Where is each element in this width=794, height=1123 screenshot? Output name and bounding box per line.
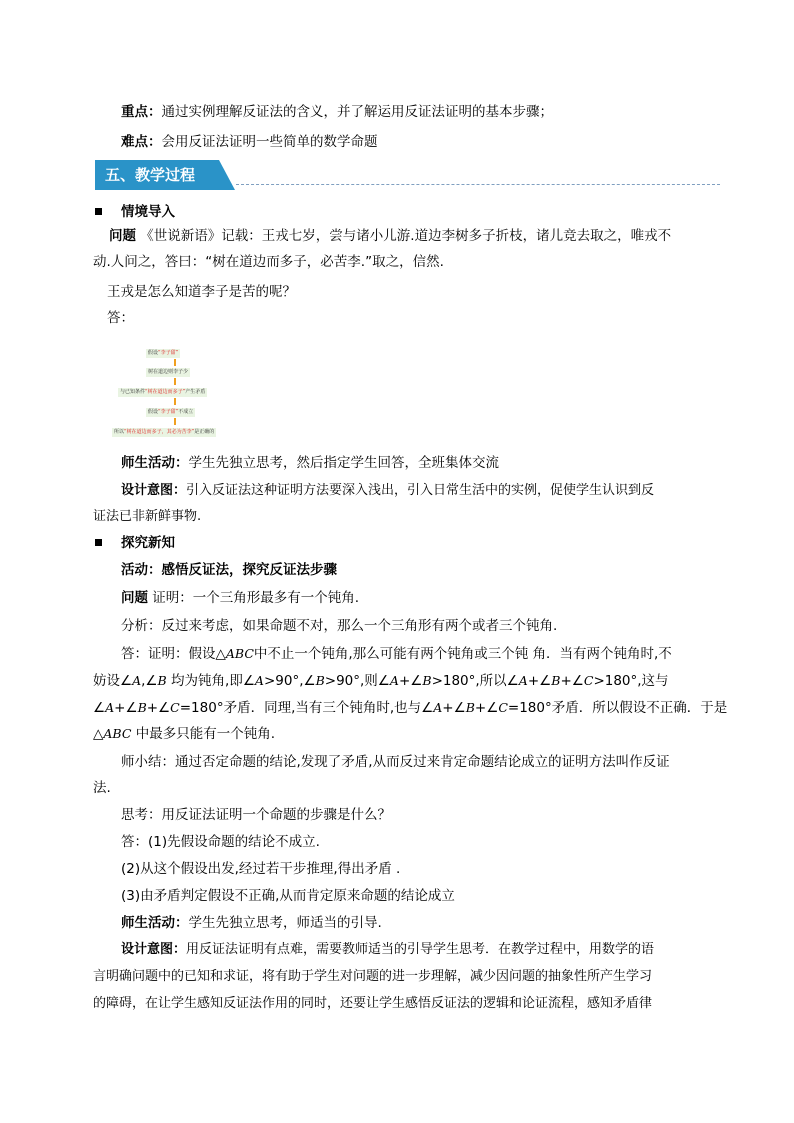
proof-text: =180°矛盾．同理,当有三个钝角时,也与∠ [179, 700, 434, 716]
scene-question-line2: 动.人问之，答曰：“树在道边而多子，必苦李.”取之，信然. [93, 254, 444, 270]
flow-step-5 [112, 428, 216, 437]
proof-text: 答：证明：假设△ [121, 646, 226, 662]
summary-line2: 法. [93, 780, 111, 796]
design2-label: 设计意图： [121, 942, 187, 957]
proof-text: ,∠ [141, 673, 158, 689]
proof-var: A [433, 700, 443, 715]
proof-text: +∠ [398, 673, 423, 689]
proof-text: 中不止一个钝角,那么可能有两个钝角或三个钝 角．当有两个钝角时,不 [253, 646, 672, 662]
scene-answer-label: 答： [107, 310, 134, 326]
flow-arrow [174, 378, 176, 385]
bullet-square-icon [95, 208, 102, 215]
proof-text: +∠ [442, 700, 466, 716]
focus-text: 通过实例理解反证法的含义，并了解运用反证法证明的基本步骤； [161, 104, 553, 120]
proof-line4 [93, 725, 275, 743]
proof-text: +∠ [560, 673, 584, 689]
flow-step-2: 树在道边则李子少 [148, 369, 189, 375]
flow-arrow [174, 398, 176, 405]
bullet-square-icon [95, 539, 102, 546]
scene-question-label: 问题 [109, 228, 136, 244]
proof-line2 [93, 672, 669, 690]
proof-text: >90°,则∠ [324, 673, 390, 689]
flow-step-4 [146, 408, 195, 417]
proof-var: B [422, 673, 432, 688]
proof-line1 [121, 645, 672, 663]
step-1: 答：(1)先假设命题的结论不成立. [121, 834, 320, 850]
flow-step-3-quote: “树在道边而多子” [145, 389, 186, 395]
proof-var: A [132, 673, 142, 688]
activity2-text: 学生先独立思考，师适当的引导. [188, 915, 382, 931]
proof-text: 妨设∠ [93, 673, 133, 689]
focus-line [121, 103, 553, 121]
design2-line3: 的障碍，在让学生感知反证法作用的同时，还要让学生感悟反证法的逻辑和论证流程，感知矛盾律 [93, 996, 653, 1011]
proof-var: A [518, 673, 528, 688]
proof-var: B [315, 673, 325, 688]
difficulty-text: 会用反证法证明一些简单的数学命题 [161, 134, 378, 150]
flow-step-5-suffix: 是正确的 [194, 429, 215, 435]
scene-question-line1 [109, 227, 671, 245]
explore-analysis: 分析：反过来考虑，如果命题不对，那么一个三角形有两个或者三个钝角. [121, 618, 558, 634]
design1-line2: 证法已非新鲜事物. [93, 509, 202, 524]
design2-text1: 用反证法证明有点难，需要教师适当的引导学生思考．在教学过程中，用数学的语 [186, 942, 655, 957]
flow-step-3-suffix: 产生矛盾 [185, 389, 206, 395]
proof-var: B [137, 700, 147, 715]
difficulty-line [121, 133, 378, 151]
flow-step-4-suffix: 不成立 [178, 409, 194, 415]
step-3: (3)由矛盾判定假设不正确,从而肯定原来命题的结论成立 [121, 888, 455, 904]
proof-var: A [105, 700, 115, 715]
section-banner [95, 160, 235, 190]
proof-text: >180°,所以∠ [431, 673, 519, 689]
proof-var: C [170, 700, 180, 715]
proof-text: >90°,∠ [263, 673, 316, 689]
flow-step-1 [146, 349, 180, 358]
proof-var: B [551, 673, 561, 688]
design1-line1 [121, 482, 654, 500]
difficulty-label: 难点： [121, 134, 162, 150]
proof-var: ABC [103, 726, 132, 741]
proof-text: △ [93, 726, 104, 742]
explore-heading: 探究新知 [121, 535, 175, 551]
scene-question2: 王戎是怎么知道李子是苦的呢？ [107, 284, 296, 300]
proof-line3 [93, 699, 727, 717]
proof-text: 中最多只能有一个钝角. [131, 726, 275, 742]
activity1-line [121, 454, 499, 472]
proof-text: +∠ [527, 673, 552, 689]
proof-text: +∠ [114, 700, 138, 716]
proof-var: ABC [225, 646, 254, 661]
flow-step-3-prefix: 与已知条件 [120, 389, 146, 395]
proof-text: =180°矛盾．所以假设不正确．于是 [507, 700, 728, 716]
step-2: (2)从这个假设出发,经过若干步推理,得出矛盾 . [121, 861, 401, 877]
design1-text1: 引入反证法这种证明方法要深入浅出，引入日常生活中的实例，促使学生认识到反 [186, 483, 655, 498]
design2-line1 [121, 941, 654, 959]
think-question: 思考：用反证法证明一个命题的步骤是什么？ [121, 807, 391, 823]
proof-var: B [157, 673, 167, 688]
explore-question-text: 证明：一个三角形最多有一个钝角. [152, 590, 360, 606]
scene-question-text1: 《世说新语》记载：王戎七岁，尝与诸小儿游.道边李树多子折枝，诸儿竞去取之，唯戎不 [140, 228, 672, 244]
explore-activity: 活动：感悟反证法，探究反证法步骤 [121, 562, 337, 578]
flow-step-1-prefix: 假设 [148, 350, 159, 356]
proof-var: B [465, 700, 475, 715]
flowchart [110, 342, 260, 442]
proof-text: >180°,这与 [593, 673, 669, 689]
flow-step-3 [118, 388, 207, 397]
flow-arrow [174, 359, 176, 366]
scene-heading: 情境导入 [121, 204, 175, 220]
design1-label: 设计意图： [121, 483, 187, 498]
flow-step-5-quote: “树在道边而多子，其必为苦李” [124, 429, 195, 435]
flow-step-1-quote: “李子甜” [158, 350, 179, 356]
proof-text: 均为钝角,即∠ [166, 673, 255, 689]
section-title: 五、教学过程 [105, 166, 196, 184]
explore-question-label: 问题 [121, 590, 148, 606]
design2-line2: 言明确问题中的已知和求证，将有助于学生对问题的进一步理解，减少因问题的抽象性所产生学习 [93, 969, 653, 984]
flow-step-5-prefix: 所以 [114, 429, 125, 435]
activity2-label: 师生活动： [121, 915, 189, 931]
proof-var: A [254, 673, 264, 688]
proof-var: C [498, 700, 508, 715]
explore-question [121, 589, 359, 607]
activity1-label: 师生活动： [121, 455, 189, 471]
section-divider [236, 184, 720, 185]
proof-var: A [389, 673, 399, 688]
flow-arrow [174, 418, 176, 425]
summary-line1: 师小结：通过否定命题的结论,发现了矛盾,从而反过来肯定命题结论成立的证明方法叫作反证 [121, 754, 670, 770]
flow-step-4-quote: “李子甜” [158, 409, 179, 415]
activity2-line [121, 914, 382, 932]
activity1-text: 学生先独立思考，然后指定学生回答，全班集体交流 [188, 455, 499, 471]
flow-step-4-prefix: 假设 [148, 409, 159, 415]
focus-label: 重点： [121, 104, 162, 120]
proof-var: C [583, 673, 594, 688]
proof-text: +∠ [146, 700, 171, 716]
proof-text: ∠ [93, 700, 106, 716]
proof-text: +∠ [474, 700, 499, 716]
